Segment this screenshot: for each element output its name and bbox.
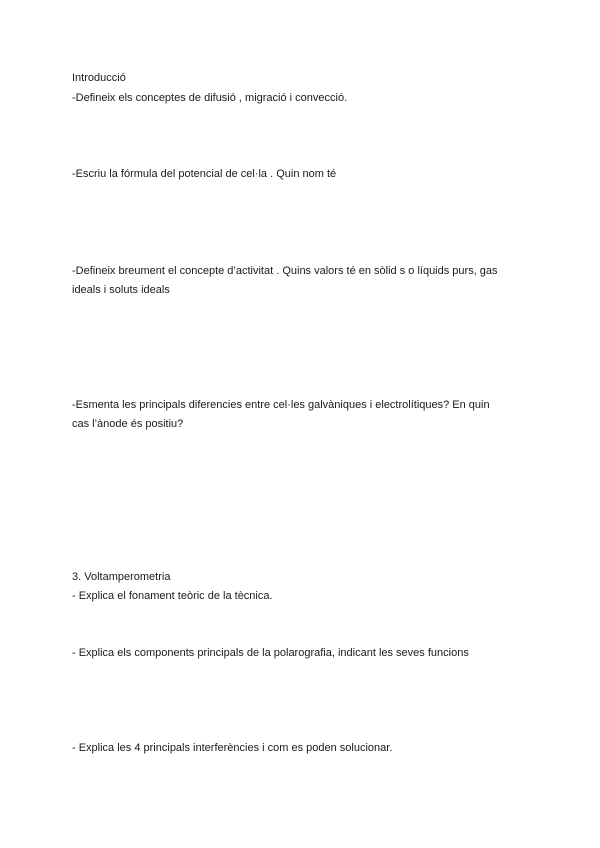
voltammetry-question-1: - Explica el fonament teòric de la tècnica. xyxy=(72,590,273,602)
voltammetry-question-2: - Explica els components principals de la polarografia, indicant les seves funcions xyxy=(72,647,469,659)
intro-question-3-line-1: -Defineix breument el concepte d’activitat . Quins valors té en sòlid s o líquids purs, gas xyxy=(72,265,498,277)
intro-question-4-line-1: -Esmenta les principals diferencies entre cel·les galvàniques i electrolítiques? En quin xyxy=(72,399,490,411)
intro-heading: Introducció xyxy=(72,72,126,84)
intro-question-3-line-2: ideals i soluts ideals xyxy=(72,284,170,296)
voltammetry-question-3: - Explica les 4 principals interferències i com es poden solucionar. xyxy=(72,742,393,754)
intro-question-2: -Escriu la fórmula del potencial de cel·la . Quin nom té xyxy=(72,168,337,180)
intro-question-1: -Defineix els conceptes de difusió , migració i convecció. xyxy=(72,92,348,104)
intro-question-4-line-2: cas l’ànode és positiu? xyxy=(72,418,184,430)
voltammetry-heading: 3. Voltamperometria xyxy=(72,571,171,583)
